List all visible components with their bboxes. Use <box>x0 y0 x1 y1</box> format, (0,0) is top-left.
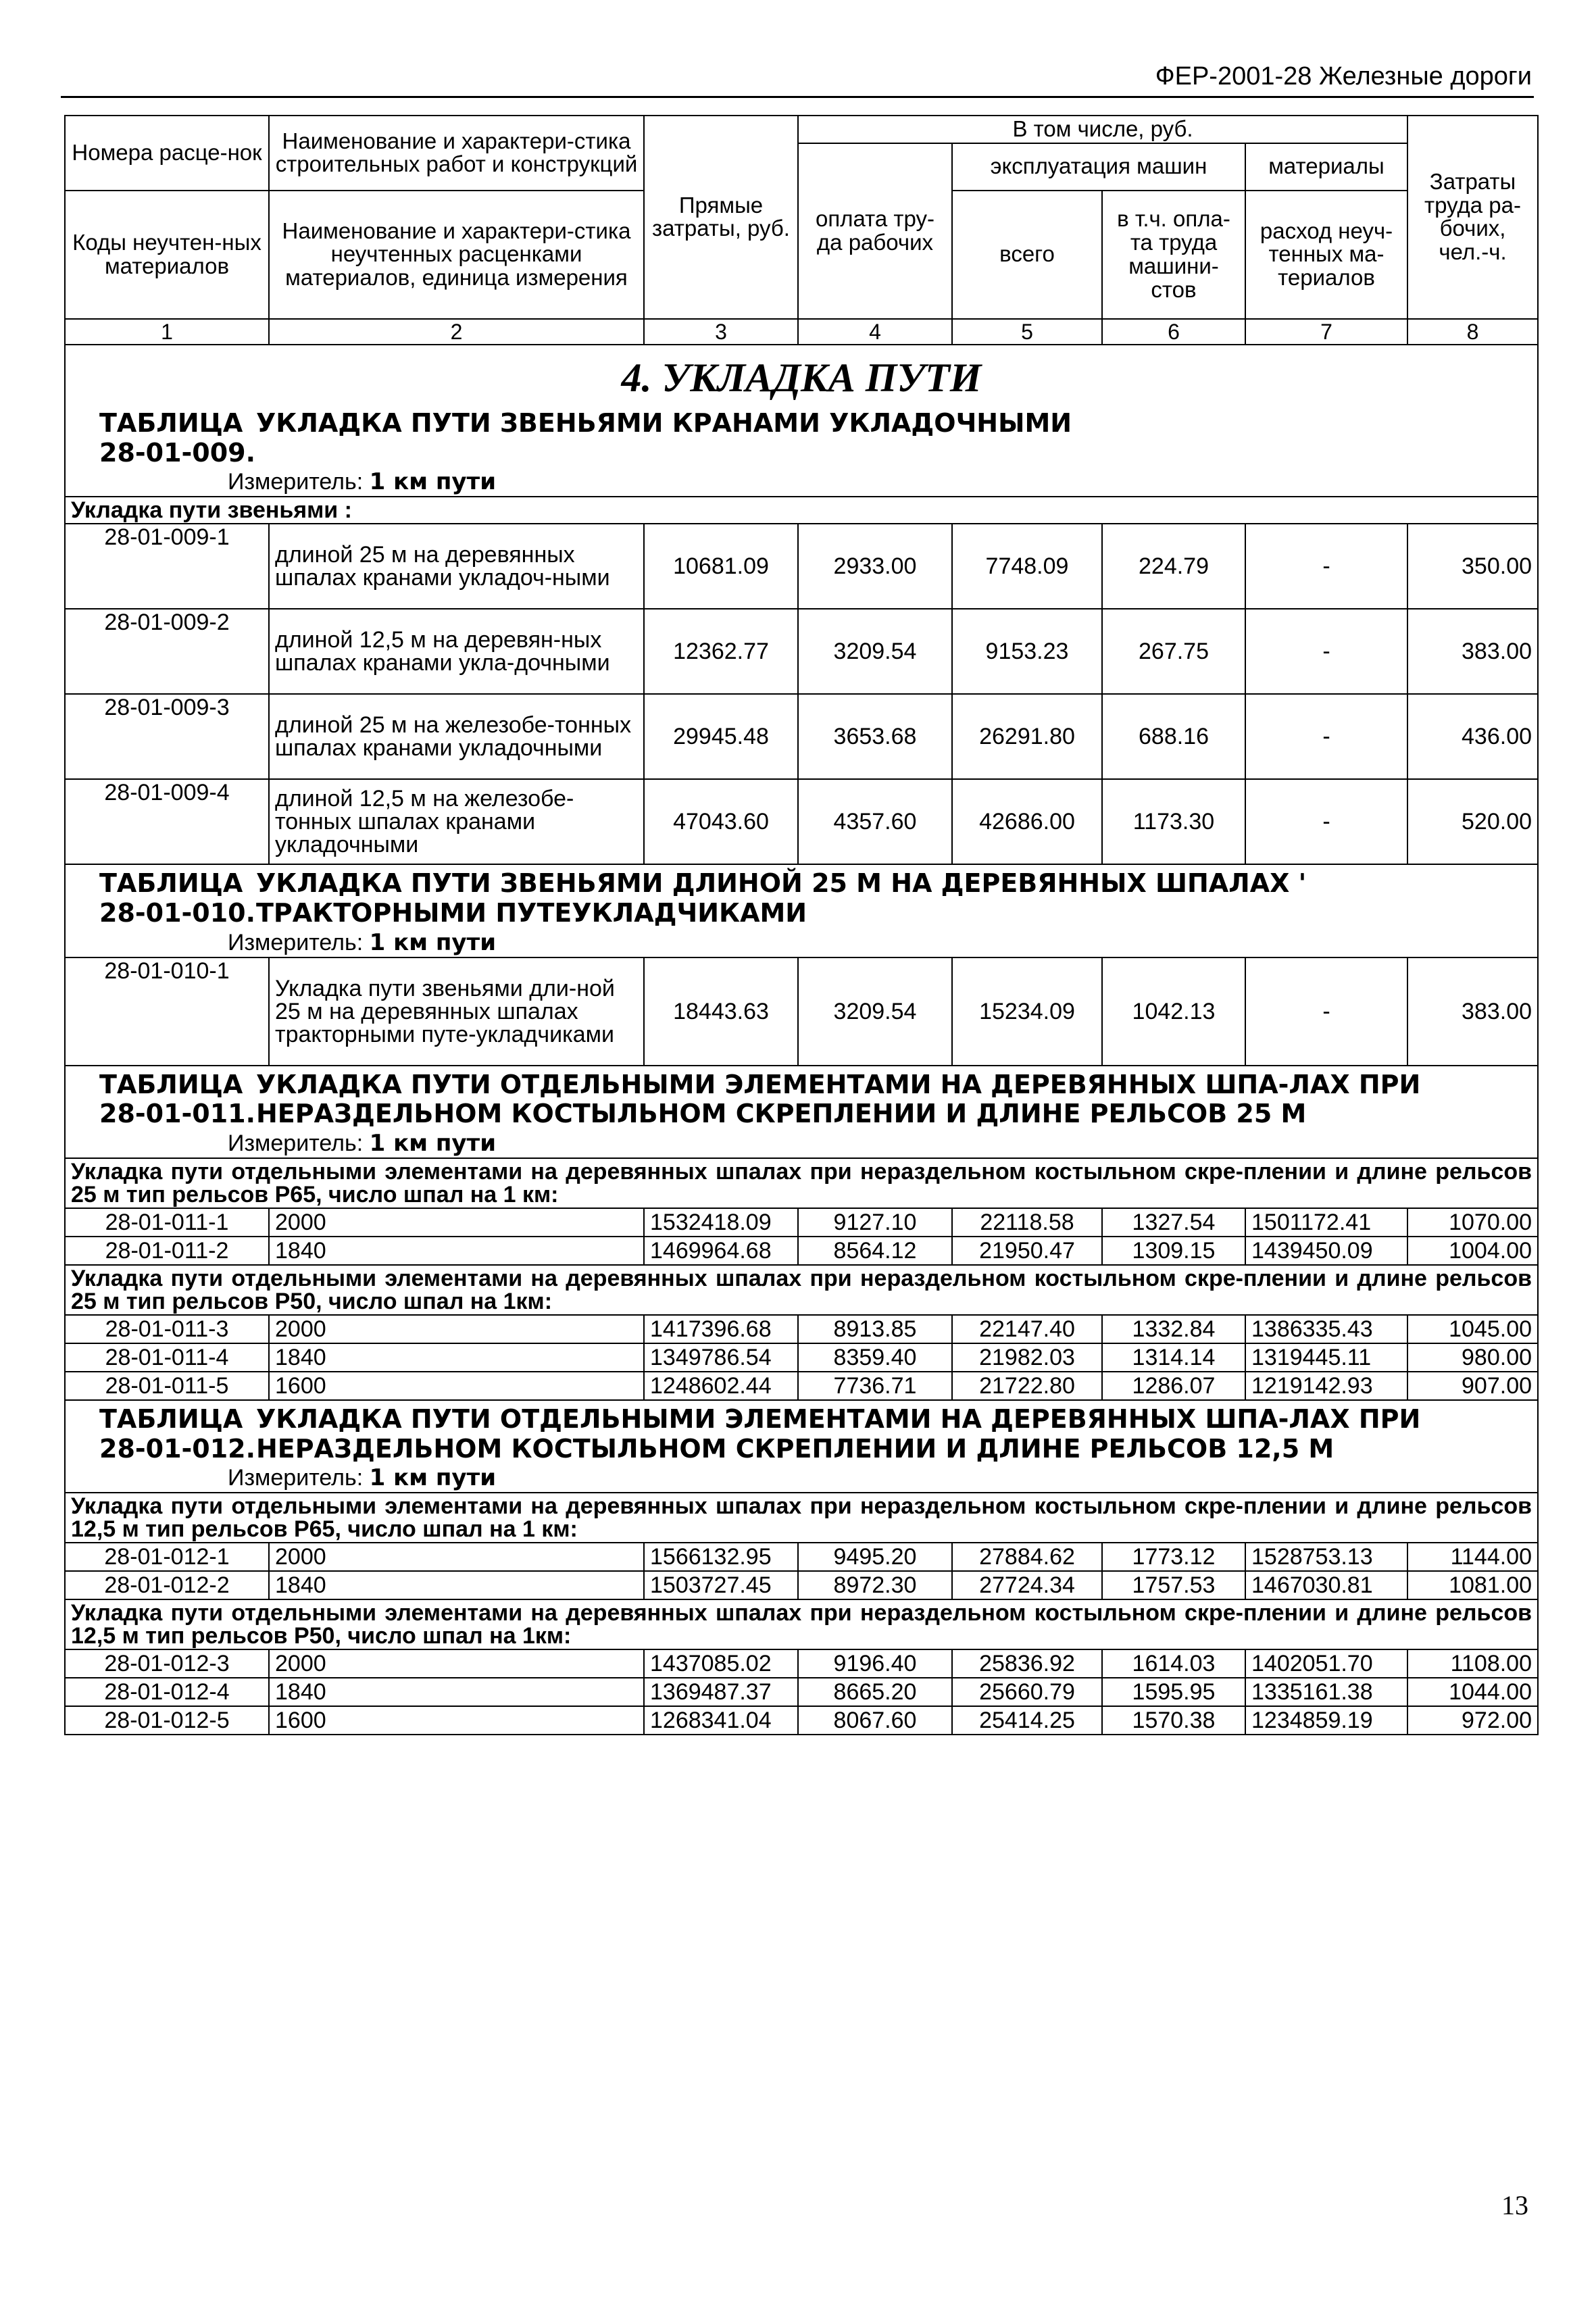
labor-pay: 8665.20 <box>798 1678 952 1706</box>
labor-pay: 3209.54 <box>798 957 952 1066</box>
materials-usage: - <box>1245 694 1407 779</box>
materials-usage: 1501172.41 <box>1245 1208 1407 1237</box>
table-row <box>65 779 1538 864</box>
machinists-pay: 1595.95 <box>1102 1678 1245 1706</box>
labor-hours: 1004.00 <box>1407 1237 1538 1265</box>
rate-description: длиной 12,5 м на железобе-тонных шпалах кранами укладочными <box>269 779 644 864</box>
col-header-materials-usage: расход неуч-тенных ма-териалов <box>1245 191 1407 319</box>
rate-code: 28-01-010-1 <box>65 957 269 1066</box>
materials-usage: - <box>1245 779 1407 864</box>
labor-hours: 1081.00 <box>1407 1571 1538 1599</box>
materials-usage: 1234859.19 <box>1245 1706 1407 1735</box>
labor-hours: 520.00 <box>1407 779 1538 864</box>
materials-usage: 1528753.13 <box>1245 1543 1407 1571</box>
materials-usage: 1402051.70 <box>1245 1649 1407 1678</box>
machinists-pay: 1309.15 <box>1102 1237 1245 1265</box>
rate-code: 28-01-009-1 <box>65 524 269 609</box>
col-header-machinists-pay: в т.ч. опла-та труда машини-стов <box>1102 191 1245 319</box>
machines-total: 15234.09 <box>952 957 1102 1066</box>
table-012-subheading-1: Укладка пути отдельными элементами на деревянных шпалах при нераздельном костыльном скре-плении и длине рельсов 12,5 м тип рельсов Р65, число шпал на 1 км: <box>65 1493 1538 1543</box>
rate-code: 28-01-012-2 <box>65 1571 269 1599</box>
machinists-pay: 267.75 <box>1102 609 1245 694</box>
direct-cost: 1248602.44 <box>644 1372 798 1400</box>
table-011-subheading-1: Укладка пути отдельными элементами на деревянных шпалах при нераздельном костыльном скре-плении и длине рельсов 25 м тип рельсов Р65, число шпал на 1 км: <box>65 1158 1538 1208</box>
materials-usage: - <box>1245 524 1407 609</box>
machinists-pay: 1757.53 <box>1102 1571 1245 1599</box>
meter-value: 1 км пути <box>369 928 497 956</box>
labor-pay: 2933.00 <box>798 524 952 609</box>
machinists-pay: 1314.14 <box>1102 1343 1245 1372</box>
machines-total: 21982.03 <box>952 1343 1102 1372</box>
materials-usage: - <box>1245 609 1407 694</box>
materials-usage: 1439450.09 <box>1245 1237 1407 1265</box>
rate-code: 28-01-011-5 <box>65 1372 269 1400</box>
machinists-pay: 1286.07 <box>1102 1372 1245 1400</box>
labor-pay: 8359.40 <box>798 1343 952 1372</box>
sleepers-per-km: 2000 <box>269 1208 644 1237</box>
labor-hours: 972.00 <box>1407 1706 1538 1735</box>
table-010-label: ТАБЛИЦА 28-01-010. <box>99 868 256 928</box>
rate-description: длиной 12,5 м на деревян-ных шпалах кранами укла-дочными <box>269 609 644 694</box>
table-row <box>65 1237 1538 1265</box>
section-title: 4. УКЛАДКА ПУТИ <box>621 355 982 400</box>
rate-description: длиной 25 м на деревянных шпалах кранами укладоч-ными <box>269 524 644 609</box>
materials-usage: 1319445.11 <box>1245 1343 1407 1372</box>
col-header-direct: Прямые затраты, руб. <box>644 116 798 319</box>
sleepers-per-km: 2000 <box>269 1649 644 1678</box>
labor-pay: 8067.60 <box>798 1706 952 1735</box>
labor-hours: 383.00 <box>1407 957 1538 1066</box>
sleepers-per-km: 1840 <box>269 1571 644 1599</box>
col-header-unaccounted-codes: Коды неучтен-ных материалов <box>65 191 269 319</box>
table-012-text: УКЛАДКА ПУТИ ОТДЕЛЬНЫМИ ЭЛЕМЕНТАМИ НА ДЕРЕВЯННЫХ ШПА-ЛАХ ПРИ НЕРАЗДЕЛЬНОМ КОСТЫЛЬНОМ СКРЕПЛЕНИИ И ДЛИНЕ РЕЛЬСОВ 12,5 М <box>256 1404 1421 1464</box>
direct-cost: 29945.48 <box>644 694 798 779</box>
table-row <box>65 694 1538 779</box>
col-header-labor-hours: Затраты труда ра-бочих, чел.-ч. <box>1407 116 1538 319</box>
rate-code: 28-01-012-5 <box>65 1706 269 1735</box>
direct-cost: 1566132.95 <box>644 1543 798 1571</box>
labor-hours: 1144.00 <box>1407 1543 1538 1571</box>
table-010-text: УКЛАДКА ПУТИ ЗВЕНЬЯМИ ДЛИНОЙ 25 М НА ДЕРЕВЯННЫХ ШПАЛАХ ' ТРАКТОРНЫМИ ПУТЕУКЛАДЧИКАМИ <box>256 868 1307 928</box>
machinists-pay: 1332.84 <box>1102 1315 1245 1343</box>
machinists-pay: 224.79 <box>1102 524 1245 609</box>
rate-code: 28-01-012-4 <box>65 1678 269 1706</box>
table-row <box>65 1315 1538 1343</box>
sleepers-per-km: 1840 <box>269 1237 644 1265</box>
machines-total: 25660.79 <box>952 1678 1102 1706</box>
machines-total: 27884.62 <box>952 1543 1102 1571</box>
labor-pay: 9495.20 <box>798 1543 952 1571</box>
table-012-label: ТАБЛИЦА 28-01-012. <box>99 1404 256 1464</box>
direct-cost: 1503727.45 <box>644 1571 798 1599</box>
table-row <box>65 1649 1538 1678</box>
sleepers-per-km: 1840 <box>269 1678 644 1706</box>
table-011-label: ТАБЛИЦА 28-01-011. <box>99 1069 256 1129</box>
running-header: ФЕР-2001-28 Железные дороги <box>1155 62 1532 91</box>
col-number: 7 <box>1245 319 1407 345</box>
sleepers-per-km: 1600 <box>269 1372 644 1400</box>
table-row <box>65 609 1538 694</box>
table-011-text: УКЛАДКА ПУТИ ОТДЕЛЬНЫМИ ЭЛЕМЕНТАМИ НА ДЕРЕВЯННЫХ ШПА-ЛАХ ПРИ НЕРАЗДЕЛЬНОМ КОСТЫЛЬНОМ СКРЕПЛЕНИИ И ДЛИНЕ РЕЛЬСОВ 25 М <box>256 1069 1421 1129</box>
col-number: 8 <box>1407 319 1538 345</box>
direct-cost: 12362.77 <box>644 609 798 694</box>
labor-hours: 1044.00 <box>1407 1678 1538 1706</box>
col-header-unaccounted-materials: Наименование и характери-стика неучтенных расценками материалов, единица измерения <box>269 191 644 319</box>
machines-total: 22147.40 <box>952 1315 1102 1343</box>
table-012-title <box>66 1401 1537 1464</box>
table-009-subheading: Укладка пути звеньями : <box>65 497 1538 524</box>
machinists-pay: 688.16 <box>1102 694 1245 779</box>
table-011-title <box>66 1066 1537 1129</box>
direct-cost: 18443.63 <box>644 957 798 1066</box>
labor-pay: 9127.10 <box>798 1208 952 1237</box>
direct-cost: 1369487.37 <box>644 1678 798 1706</box>
labor-hours: 907.00 <box>1407 1372 1538 1400</box>
materials-usage: 1335161.38 <box>1245 1678 1407 1706</box>
machines-total: 22118.58 <box>952 1208 1102 1237</box>
meter-value: 1 км пути <box>369 1464 497 1492</box>
col-header-machines: эксплуатация машин <box>952 143 1245 191</box>
labor-hours: 383.00 <box>1407 609 1538 694</box>
direct-cost: 1349786.54 <box>644 1343 798 1372</box>
rate-code: 28-01-009-3 <box>65 694 269 779</box>
direct-cost: 1532418.09 <box>644 1208 798 1237</box>
machines-total: 25414.25 <box>952 1706 1102 1735</box>
meter-label: Измеритель: <box>228 1465 364 1491</box>
machinists-pay: 1773.12 <box>1102 1543 1245 1571</box>
table-012-subheading-2: Укладка пути отдельными элементами на деревянных шпалах при нераздельном костыльном скре-плении и длине рельсов 12,5 м тип рельсов Р50, число шпал на 1км: <box>65 1599 1538 1649</box>
col-number: 3 <box>644 319 798 345</box>
rate-code: 28-01-012-3 <box>65 1649 269 1678</box>
direct-cost: 10681.09 <box>644 524 798 609</box>
rate-code: 28-01-011-1 <box>65 1208 269 1237</box>
machinists-pay: 1173.30 <box>1102 779 1245 864</box>
direct-cost: 1437085.02 <box>644 1649 798 1678</box>
labor-pay: 4357.60 <box>798 779 952 864</box>
meter-value: 1 км пути <box>369 468 497 496</box>
meter-label: Измеритель: <box>228 929 364 955</box>
rate-description: длиной 25 м на железобе-тонных шпалах кранами укладочными <box>269 694 644 779</box>
rate-code: 28-01-011-4 <box>65 1343 269 1372</box>
table-row <box>65 1208 1538 1237</box>
labor-hours: 1045.00 <box>1407 1315 1538 1343</box>
rate-code: 28-01-012-1 <box>65 1543 269 1571</box>
machines-total: 42686.00 <box>952 779 1102 864</box>
direct-cost: 1268341.04 <box>644 1706 798 1735</box>
labor-pay: 9196.40 <box>798 1649 952 1678</box>
labor-pay: 8913.85 <box>798 1315 952 1343</box>
labor-hours: 350.00 <box>1407 524 1538 609</box>
table-row <box>65 1571 1538 1599</box>
labor-hours: 1108.00 <box>1407 1649 1538 1678</box>
sleepers-per-km: 1840 <box>269 1343 644 1372</box>
rate-description: Укладка пути звеньями дли-ной 25 м на деревянных шпалах тракторными путе-укладчиками <box>269 957 644 1066</box>
labor-pay: 7736.71 <box>798 1372 952 1400</box>
col-number: 6 <box>1102 319 1245 345</box>
table-009-meter <box>66 468 1537 496</box>
materials-usage: 1467030.81 <box>1245 1571 1407 1599</box>
col-number: 4 <box>798 319 952 345</box>
table-010-title <box>66 865 1537 928</box>
machines-total: 27724.34 <box>952 1571 1102 1599</box>
rate-code: 28-01-009-2 <box>65 609 269 694</box>
col-number: 2 <box>269 319 644 345</box>
rate-code: 28-01-009-4 <box>65 779 269 864</box>
table-012-meter <box>66 1464 1537 1492</box>
materials-usage: - <box>1245 957 1407 1066</box>
table-row <box>65 1372 1538 1400</box>
table-row <box>65 1678 1538 1706</box>
page-number: 13 <box>1501 2190 1528 2220</box>
table-row <box>65 524 1538 609</box>
labor-pay: 8564.12 <box>798 1237 952 1265</box>
sleepers-per-km: 2000 <box>269 1315 644 1343</box>
labor-hours: 1070.00 <box>1407 1208 1538 1237</box>
rates-table <box>64 115 1539 1735</box>
col-number: 5 <box>952 319 1102 345</box>
table-row <box>65 1343 1538 1372</box>
meter-value: 1 км пути <box>369 1130 497 1158</box>
col-header-labor-pay: оплата тру-да рабочих <box>798 143 952 319</box>
table-row <box>65 1706 1538 1735</box>
materials-usage: 1386335.43 <box>1245 1315 1407 1343</box>
col-number: 1 <box>65 319 269 345</box>
machines-total: 7748.09 <box>952 524 1102 609</box>
table-010-meter <box>66 928 1537 957</box>
table-row <box>65 957 1538 1066</box>
table-009-title <box>66 405 1537 468</box>
header-rule <box>61 96 1534 98</box>
table-row <box>65 1543 1538 1571</box>
labor-hours: 980.00 <box>1407 1343 1538 1372</box>
table-009-label: ТАБЛИЦА 28-01-009. <box>99 407 256 468</box>
direct-cost: 47043.60 <box>644 779 798 864</box>
sleepers-per-km: 2000 <box>269 1543 644 1571</box>
table-009-text: УКЛАДКА ПУТИ ЗВЕНЬЯМИ КРАНАМИ УКЛАДОЧНЫМИ <box>256 407 1072 438</box>
machinists-pay: 1570.38 <box>1102 1706 1245 1735</box>
machines-total: 21722.80 <box>952 1372 1102 1400</box>
rate-code: 28-01-011-3 <box>65 1315 269 1343</box>
sleepers-per-km: 1600 <box>269 1706 644 1735</box>
machinists-pay: 1327.54 <box>1102 1208 1245 1237</box>
machines-total: 9153.23 <box>952 609 1102 694</box>
materials-usage: 1219142.93 <box>1245 1372 1407 1400</box>
col-header-machines-total: всего <box>952 191 1102 319</box>
labor-pay: 3209.54 <box>798 609 952 694</box>
machines-total: 25836.92 <box>952 1649 1102 1678</box>
machines-total: 21950.47 <box>952 1237 1102 1265</box>
col-header-materials: материалы <box>1245 143 1407 191</box>
table-011-meter <box>66 1129 1537 1158</box>
machines-total: 26291.80 <box>952 694 1102 779</box>
machinists-pay: 1042.13 <box>1102 957 1245 1066</box>
meter-label: Измеритель: <box>228 1130 364 1157</box>
col-header-rates: Номера расце-нок <box>65 116 269 191</box>
meter-label: Измеритель: <box>228 469 364 495</box>
col-header-group: В том числе, руб. <box>798 116 1407 143</box>
direct-cost: 1417396.68 <box>644 1315 798 1343</box>
direct-cost: 1469964.68 <box>644 1237 798 1265</box>
labor-pay: 3653.68 <box>798 694 952 779</box>
table-011-subheading-2: Укладка пути отдельными элементами на деревянных шпалах при нераздельном костыльном скре-плении и длине рельсов 25 м тип рельсов Р50, число шпал на 1км: <box>65 1265 1538 1315</box>
rate-code: 28-01-011-2 <box>65 1237 269 1265</box>
machinists-pay: 1614.03 <box>1102 1649 1245 1678</box>
labor-pay: 8972.30 <box>798 1571 952 1599</box>
labor-hours: 436.00 <box>1407 694 1538 779</box>
col-header-works: Наименование и характери-стика строительных работ и конструкций <box>269 116 644 191</box>
